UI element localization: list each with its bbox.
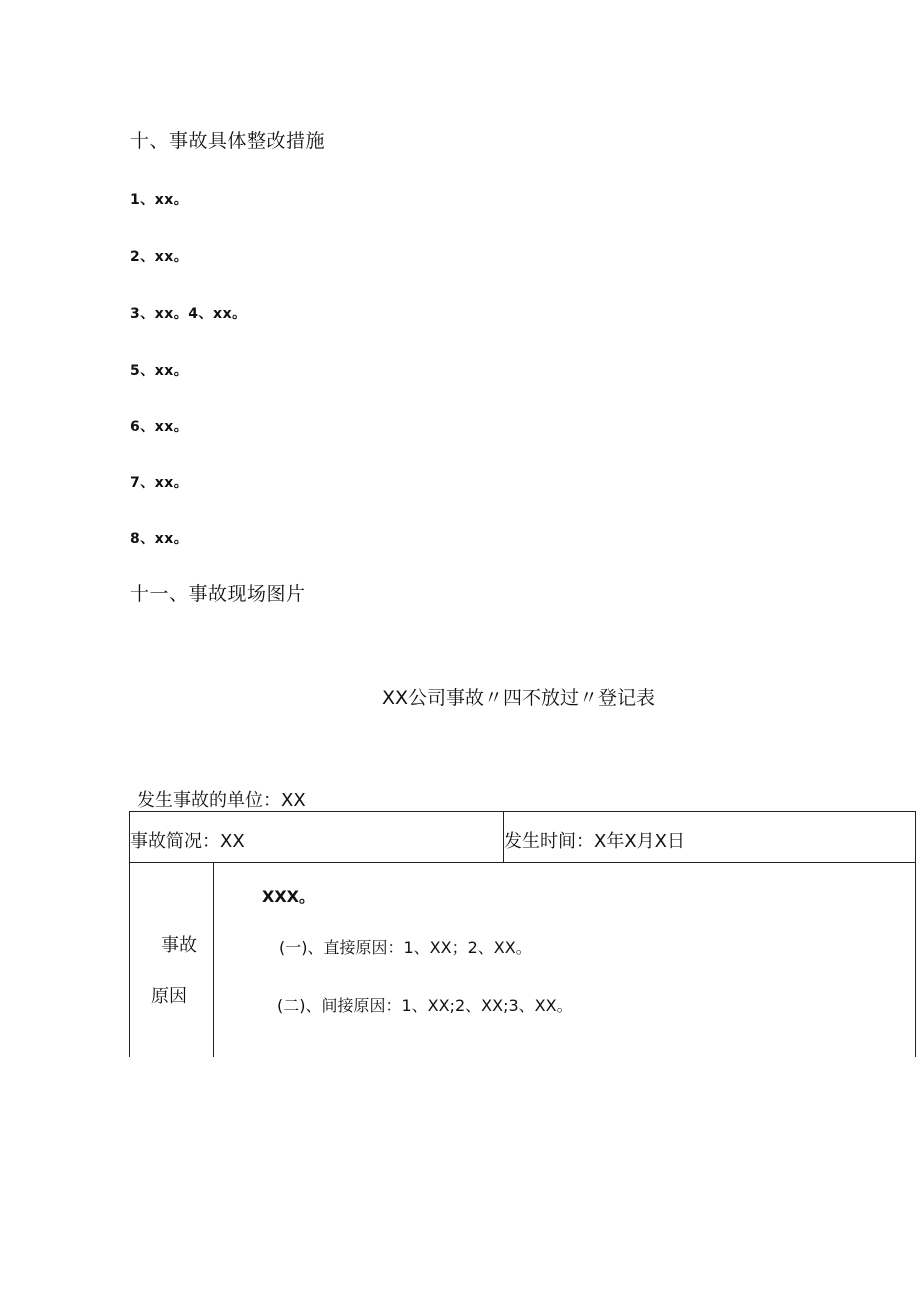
table-row-divider [129, 862, 916, 863]
indirect-cause: (二)、间接原因：1、XX;2、XX;3、XX。 [277, 996, 573, 1015]
list-item: 3、xx。4、xx。 [130, 306, 247, 322]
list-item: 7、xx。 [130, 475, 189, 491]
accident-summary-cell: 事故简况：XX [130, 831, 245, 852]
cause-label-line1: 事故 [161, 935, 197, 956]
section-heading-rectification: 十、事故具体整改措施 [130, 130, 326, 152]
list-item: 1、xx。 [130, 192, 189, 208]
cause-label-line2: 原因 [151, 986, 187, 1007]
table-border-top [129, 811, 916, 812]
occurrence-time-cell: 发生时间：X年X月X日 [504, 831, 685, 852]
list-item: 5、xx。 [130, 363, 189, 379]
direct-cause: (一)、直接原因：1、XX；2、XX。 [279, 938, 532, 957]
list-item: 8、xx。 [130, 531, 189, 547]
form-title: XX公司事故〃四不放过〃登记表 [382, 687, 656, 709]
table-col-divider-cause [213, 862, 214, 1057]
list-item: 2、xx。 [130, 249, 189, 265]
table-border-right [915, 811, 916, 1057]
cause-intro: XXX。 [262, 887, 316, 906]
unit-line: 发生事故的单位：XX [137, 790, 306, 811]
registration-table [129, 811, 916, 1057]
list-item: 6、xx。 [130, 419, 189, 435]
section-heading-scene-photos: 十一、事故现场图片 [130, 583, 306, 605]
